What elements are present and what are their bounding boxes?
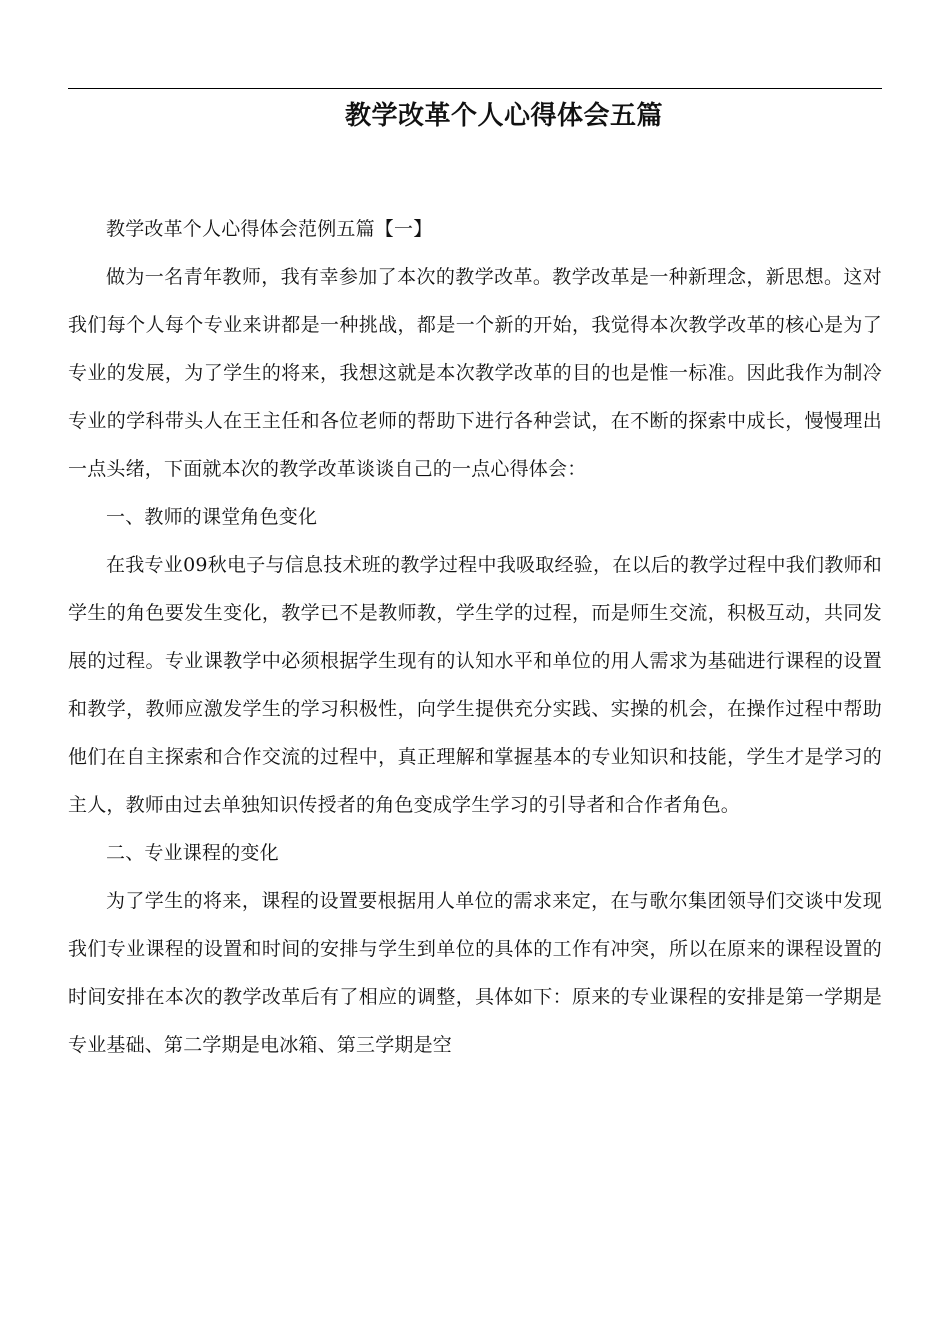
- header-rule: [68, 88, 882, 89]
- document-body: [68, 205, 882, 1069]
- paragraph-introduction: 做为一名青年教师，我有幸参加了本次的教学改革。教学改革是一种新理念，新思想。这对我们每个人每个专业来讲都是一种挑战，都是一个新的开始，我觉得本次教学改革的核心是为了专业的发展，为了学生的将来，我想这就是本次教学改革的目的也是惟一标准。因此我作为制冷专业的学科带头人在王主任和各位老师的帮助下进行各种尝试，在不断的探索中成长，慢慢理出一点头绪，下面就本次的教学改革谈谈自己的一点心得体会：: [68, 266, 882, 480]
- paragraph-curriculum: 为了学生的将来，课程的设置要根据用人单位的需求来定，在与歌尔集团领导们交谈中发现我们专业课程的设置和时间的安排与学生到单位的具体的工作有冲突，所以在原来的课程设置的时间安排在本次的教学改革后有了相应的调整，具体如下：原来的专业课程的安排是第一学期是专业基础、第二学期是电冰箱、第三学期是空: [68, 890, 882, 1056]
- paragraph-teacher-role: 在我专业09秋电子与信息技术班的教学过程中我吸取经验，在以后的教学过程中我们教师和学生的角色要发生变化，教学已不是教师教，学生学的过程，而是师生交流，积极互动，共同发展的过程。专业课教学中必须根据学生现有的认知水平和单位的用人需求为基础进行课程的设置和教学，教师应激发学生的学习积极性，向学生提供充分实践、实操的机会，在操作过程中帮助他们在自主探索和合作交流的过程中，真正理解和掌握基本的专业知识和技能，学生才是学习的主人，教师由过去单独知识传授者的角色变成学生学习的引导者和合作者角色。: [68, 554, 882, 816]
- section-heading-curriculum: 二、专业课程的变化: [106, 842, 279, 864]
- section-heading-example-one: 教学改革个人心得体会范例五篇【一】: [106, 218, 433, 240]
- document-title: 教学改革个人心得体会五篇: [344, 101, 663, 131]
- section-heading-teacher-role: 一、教师的课堂角色变化: [106, 506, 318, 528]
